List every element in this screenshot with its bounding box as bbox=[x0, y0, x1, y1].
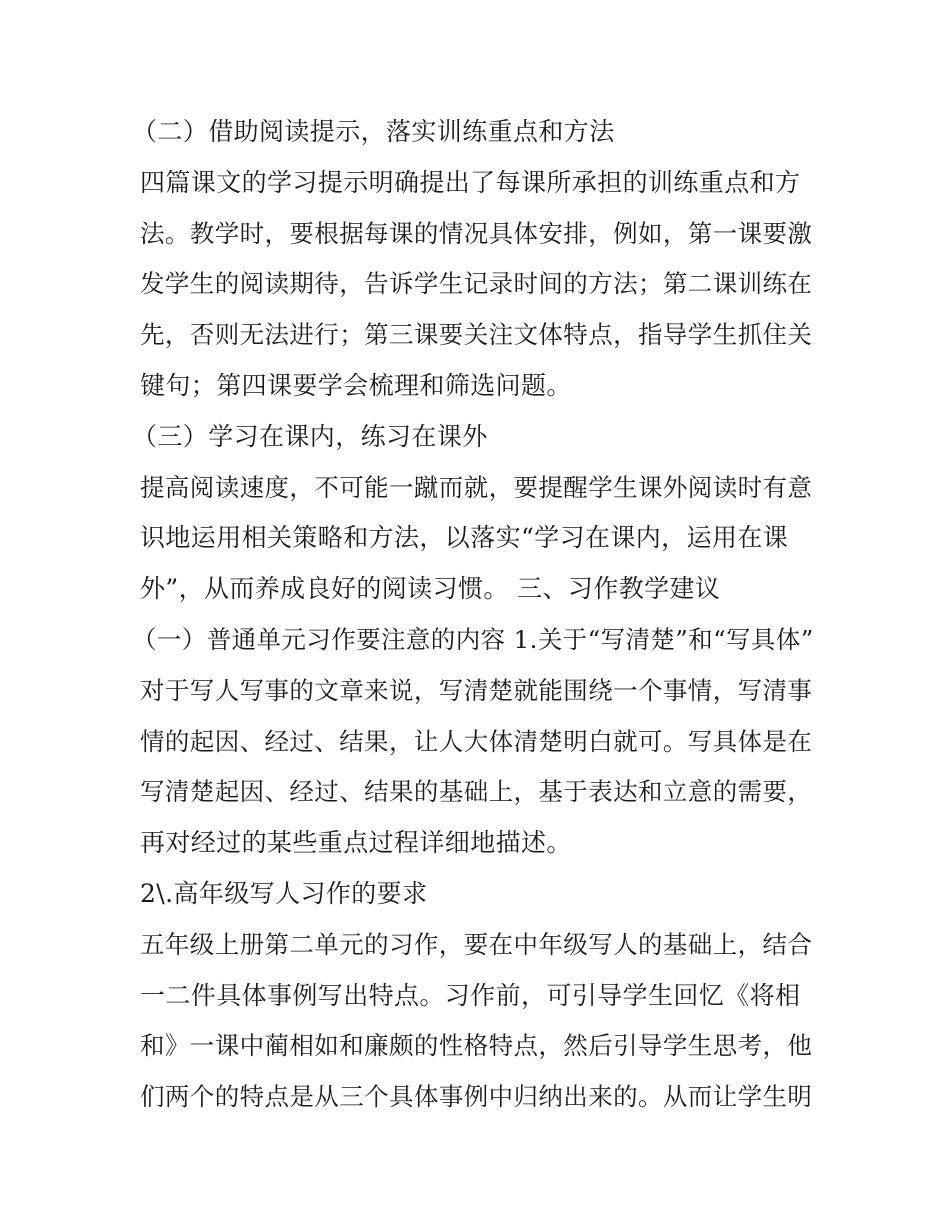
section-heading-reading-tips: （二）借助阅读提示，落实训练重点和方法 bbox=[132, 117, 615, 146]
paragraph-line: 发学生的阅读期待，告诉学生记录时间的方法；第二课训练在 bbox=[140, 269, 813, 299]
paragraph-line: 提高阅读速度，不可能一蹴而就，要提醒学生课外阅读时有意 bbox=[140, 472, 813, 502]
paragraph-line: 对于写人写事的文章来说，写清楚就能围绕一个事情，写清事 bbox=[140, 675, 813, 705]
paragraph-line: 一二件具体事例写出特点。习作前，可引导学生回忆《将相 bbox=[140, 980, 801, 1010]
paragraph-line: 再对经过的某些重点过程详细地描述。 bbox=[140, 828, 572, 858]
paragraph-line: 键句；第四课要学会梳理和筛选问题。 bbox=[140, 370, 572, 400]
paragraph-line: 先，否则无法进行；第三课要关注文体特点，指导学生抓住关 bbox=[140, 320, 813, 350]
paragraph-line: 法。教学时，要根据每课的情况具体安排，例如，第一课要激 bbox=[140, 218, 813, 248]
document-page bbox=[132, 107, 820, 1123]
paragraph-line: 们两个的特点是从三个具体事例中归纳出来的。从而让学生明 bbox=[140, 1082, 813, 1112]
section-heading-practice: （三）学习在课内，练习在课外 bbox=[132, 421, 488, 451]
section-heading-writing: （一）普通单元习作要注意的内容 1.关于“写清楚”和“写具体” bbox=[132, 624, 814, 654]
paragraph-line: 情的起因、经过、结果，让人大体清楚明白就可。写具体是在 bbox=[140, 726, 813, 756]
subheading-senior-grade: 2\.高年级写人习作的要求 bbox=[140, 878, 428, 908]
paragraph-line: 五年级上册第二单元的习作，要在中年级写人的基础上，结合 bbox=[140, 929, 813, 959]
paragraph-line: 四篇课文的学习提示明确提出了每课所承担的训练重点和方 bbox=[140, 167, 801, 197]
paragraph-line: 写清楚起因、经过、结果的基础上，基于表达和立意的需要， bbox=[140, 777, 813, 807]
paragraph-line: 和》一课中蔺相如和廉颇的性格特点，然后引导学生思考，他 bbox=[140, 1031, 813, 1061]
paragraph-line: 识地运用相关策略和方法，以落实“学习在课内，运用在课 bbox=[140, 523, 789, 553]
paragraph-line: 外”，从而养成良好的阅读习惯。 三、习作教学建议 bbox=[140, 574, 721, 604]
